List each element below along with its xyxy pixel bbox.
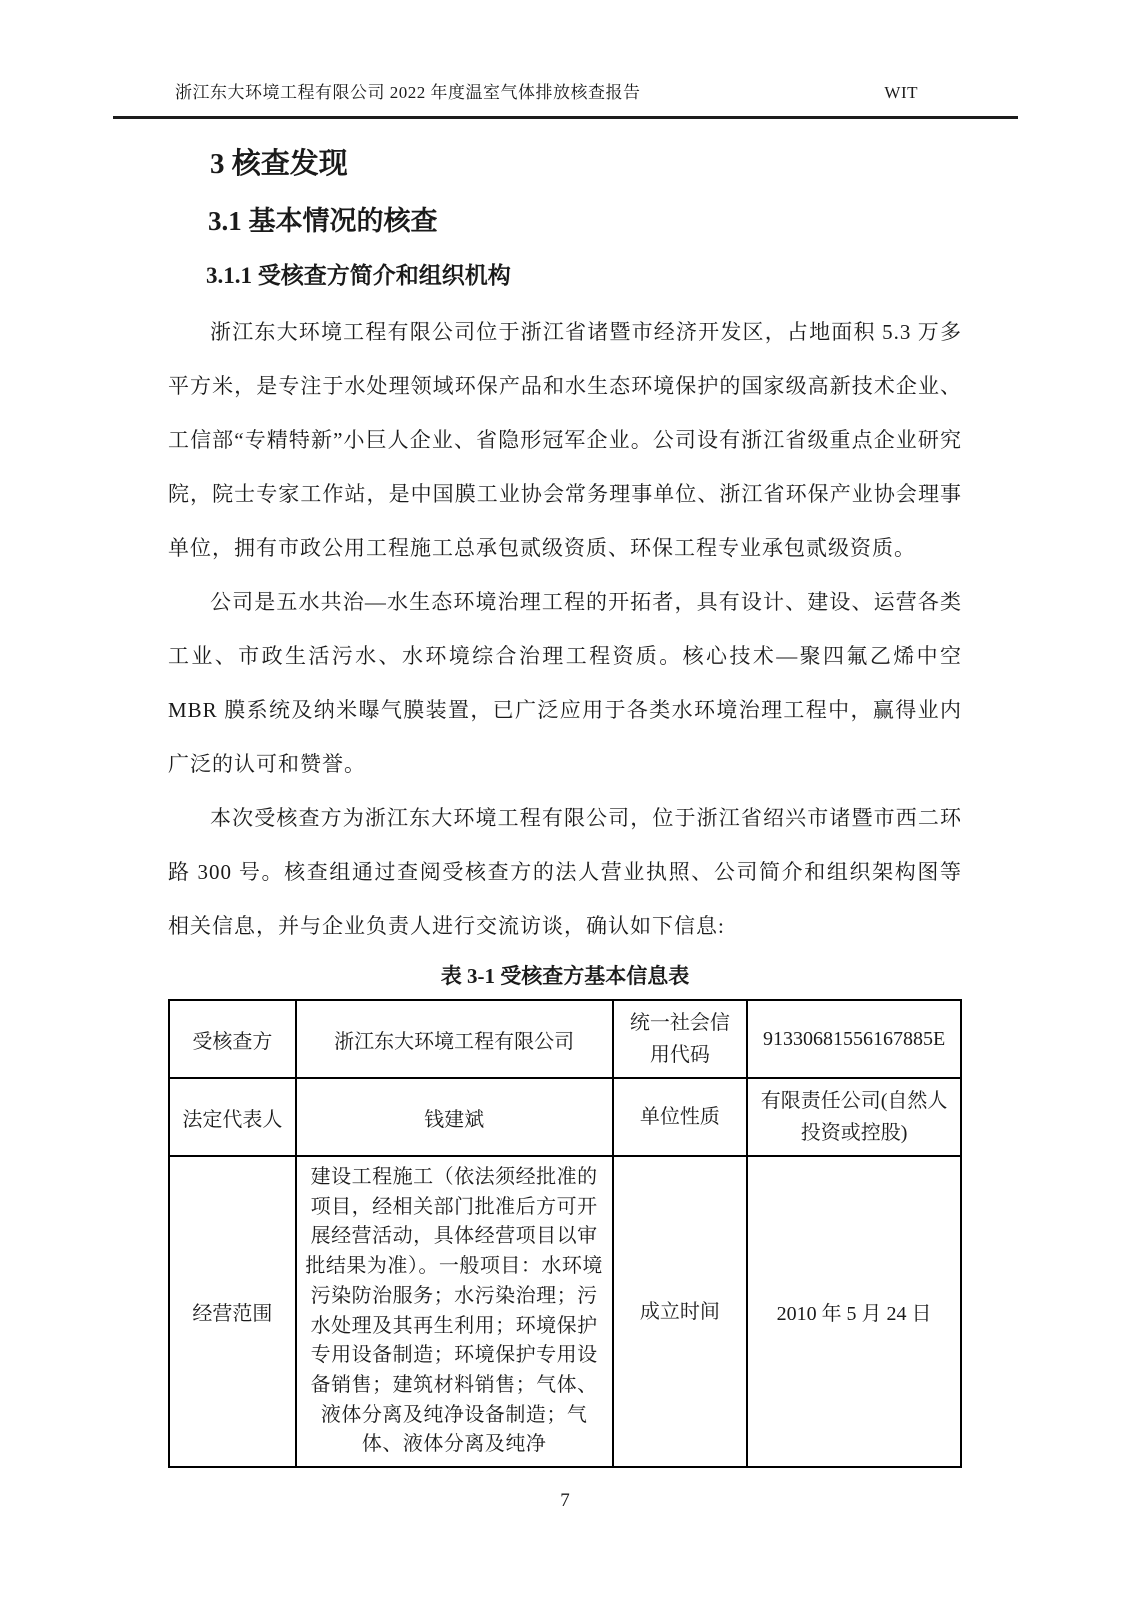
page-header	[113, 0, 1018, 119]
cell-value-verified-party: 浙江东大环境工程有限公司	[296, 1000, 613, 1078]
cell-label-org-type: 单位性质	[613, 1078, 748, 1156]
header-report-title: 浙江东大环境工程有限公司 2022 年度温室气体排放核查报告	[175, 83, 641, 102]
subsubsection-heading: 3.1.1 受核查方简介和组织机构	[206, 263, 511, 288]
paragraph-company-intro: 浙江东大环境工程有限公司位于浙江省诸暨市经济开发区，占地面积 5.3 万多平方米，是专注于水处理领域环保产品和水生态环境保护的国家级高新技术企业、工信部“专精特新”小巨人企业、省隐形冠军企业。公司设有浙江省级重点企业研究院，院士专家工作站，是中国膜工业协会常务理事单位、浙江省环保产业协会理事单位，拥有市政公用工程施工总承包贰级资质、环保工程专业承包贰级资质。	[168, 320, 962, 560]
cell-label-legal-rep: 法定代表人	[169, 1078, 296, 1156]
table-row	[169, 1078, 961, 1156]
cell-value-credit-code: 91330681556167885E	[747, 1000, 961, 1078]
page-header-row	[113, 78, 1018, 113]
basic-info-table	[168, 999, 962, 1468]
paragraph-verification-scope: 本次受核查方为浙江东大环境工程有限公司，位于浙江省绍兴市诸暨市西二环路 300 号。核查组通过查阅受核查方的法人营业执照、公司简介和组织架构图等相关信息，并与企业负责人进行交流访谈，确认如下信息:	[168, 806, 962, 938]
cell-value-legal-rep: 钱建斌	[296, 1078, 613, 1156]
cell-value-org-type: 有限责任公司(自然人投资或控股)	[747, 1078, 961, 1156]
paragraph-company-business: 公司是五水共治—水生态环境治理工程的开拓者，具有设计、建设、运营各类工业、市政生活污水、水环境综合治理工程资质。核心技术—聚四氟乙烯中空 MBR 膜系统及纳米曝气膜装置，已广泛应用于各类水环境治理工程中，赢得业内广泛的认可和赞誉。	[168, 590, 962, 776]
cell-label-founding-date: 成立时间	[613, 1156, 748, 1467]
cell-value-business-scope: 建设工程施工（依法须经批准的项目，经相关部门批准后方可开展经营活动，具体经营项目以审批结果为准）。一般项目：水环境污染防治服务；水污染治理；污水处理及其再生利用；环境保护专用设备制造；环境保护专用设备销售；建筑材料销售；气体、液体分离及纯净设备制造；气体、液体分离及纯净	[296, 1156, 613, 1467]
table-caption: 表 3-1 受核查方基本信息表	[440, 964, 690, 988]
cell-label-credit-code: 统一社会信用代码	[613, 1000, 748, 1078]
body-paragraphs	[168, 305, 962, 953]
cell-label-verified-party: 受核查方	[169, 1000, 296, 1078]
table-row	[169, 1156, 961, 1467]
table-row	[169, 1000, 961, 1078]
page-number: 7	[560, 1490, 570, 1512]
cell-label-business-scope: 经营范围	[169, 1156, 296, 1467]
cell-value-founding-date: 2010 年 5 月 24 日	[747, 1156, 961, 1467]
page-footer	[168, 1490, 962, 1512]
section-heading: 3 核查发现	[210, 148, 348, 180]
page-content	[168, 145, 962, 1512]
subsection-heading: 3.1 基本情况的核查	[208, 206, 438, 236]
header-org-mark: WIT	[884, 83, 918, 102]
